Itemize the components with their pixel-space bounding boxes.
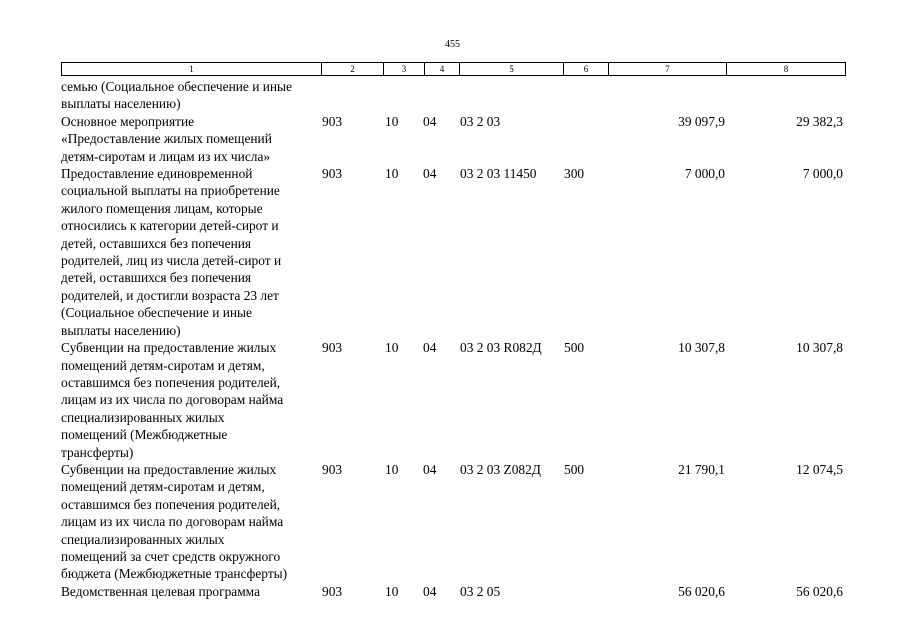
header-col-6: 6 <box>564 63 609 75</box>
cell-c5: 03 2 05 <box>460 583 501 599</box>
cell-c2: 903 <box>322 340 343 356</box>
cell-c2: 903 <box>322 166 343 182</box>
header-col-3: 3 <box>384 63 425 75</box>
header-col-1: 1 <box>62 63 322 75</box>
description-line: Ведомственная целевая программа <box>61 583 261 599</box>
table-row <box>0 461 905 583</box>
description-line: детям-сиротам и лицам из их числа» <box>61 148 271 164</box>
cell-c7: 39 097,9 <box>678 113 725 129</box>
description-line: Субвенции на предоставление жилых <box>61 461 277 477</box>
cell-c5: 03 2 03 Z082Д <box>460 461 541 477</box>
description-line: специализированных жилых <box>61 531 225 547</box>
row-description <box>61 165 323 339</box>
row-description <box>61 583 323 600</box>
header-col-4: 4 <box>425 63 460 75</box>
row-description <box>61 461 323 583</box>
cell-c4: 04 <box>423 461 437 477</box>
table-row <box>0 78 905 113</box>
cell-c7: 10 307,8 <box>678 340 725 356</box>
table-row <box>0 165 905 339</box>
cell-c4: 04 <box>423 166 437 182</box>
header-col-7: 7 <box>609 63 727 75</box>
cell-c6: 500 <box>564 461 585 477</box>
header-col-2: 2 <box>322 63 384 75</box>
description-line: лицам из их числа по договорам найма <box>61 514 284 530</box>
cell-c8: 10 307,8 <box>796 340 843 356</box>
cell-c8: 56 020,6 <box>796 583 843 599</box>
cell-c2: 903 <box>322 113 343 129</box>
table-row <box>0 583 905 600</box>
description-line: (Социальное обеспечение и иные <box>61 305 252 321</box>
row-description <box>61 339 323 461</box>
table-header <box>61 62 846 76</box>
description-line: лицам из их числа по договорам найма <box>61 392 284 408</box>
cell-c3: 10 <box>385 340 399 356</box>
table-row <box>0 339 905 461</box>
cell-c8: 12 074,5 <box>796 461 843 477</box>
description-line: трансферты) <box>61 444 134 460</box>
description-line: Основное мероприятие <box>61 113 195 129</box>
cell-c4: 04 <box>423 340 437 356</box>
row-description <box>61 113 323 165</box>
cell-c2: 903 <box>322 461 343 477</box>
cell-c7: 21 790,1 <box>678 461 725 477</box>
page-number: 455 <box>445 39 460 50</box>
description-line: семью (Социальное обеспечение и иные <box>61 79 292 94</box>
table-row <box>0 113 905 165</box>
cell-c3: 10 <box>385 166 399 182</box>
description-line: оставшимся без попечения родителей, <box>61 496 281 512</box>
description-line: выплаты населению) <box>61 322 181 338</box>
cell-c7: 56 020,6 <box>678 583 725 599</box>
description-line: детей, оставшихся без попечения <box>61 235 252 251</box>
cell-c4: 04 <box>423 113 437 129</box>
description-line: помещений (Межбюджетные <box>61 427 228 443</box>
header-col-8: 8 <box>783 64 789 74</box>
cell-c6: 500 <box>564 340 585 356</box>
description-line: социальной выплаты на приобретение <box>61 183 280 199</box>
cell-c6: 300 <box>564 166 585 182</box>
table-body <box>0 78 905 600</box>
cell-c5: 03 2 03 R082Д <box>460 340 542 356</box>
cell-c3: 10 <box>385 583 399 599</box>
description-line: родителей, лиц из числа детей-сирот и <box>61 253 282 269</box>
description-line: относились к категории детей-сирот и <box>61 218 279 234</box>
description-line: детей, оставшихся без попечения <box>61 270 252 286</box>
description-line: специализированных жилых <box>61 409 225 425</box>
description-line: бюджета (Межбюджетные трансферты) <box>61 566 288 582</box>
description-line: «Предоставление жилых помещений <box>61 131 272 147</box>
cell-c4: 04 <box>423 583 437 599</box>
description-line: помещений детям-сиротам и детям, <box>61 357 265 373</box>
cell-c2: 903 <box>322 583 343 599</box>
description-line: оставшимся без попечения родителей, <box>61 374 281 390</box>
description-line: помещений детям-сиротам и детям, <box>61 479 265 495</box>
description-line: выплаты населению) <box>61 96 181 112</box>
description-line: помещений за счет средств окружного <box>61 548 281 564</box>
cell-c8: 29 382,3 <box>796 113 843 129</box>
cell-c8: 7 000,0 <box>802 166 843 182</box>
row-description <box>61 78 323 113</box>
description-line: Предоставление единовременной <box>61 166 253 182</box>
cell-c5: 03 2 03 <box>460 113 501 129</box>
header-col-5: 5 <box>460 63 564 75</box>
description-line: жилого помещения лицам, которые <box>61 200 263 216</box>
cell-c5: 03 2 03 11450 <box>460 166 537 182</box>
description-line: Субвенции на предоставление жилых <box>61 340 277 356</box>
description-line: родителей, и достигли возраста 23 лет <box>61 287 279 303</box>
cell-c3: 10 <box>385 113 399 129</box>
cell-c3: 10 <box>385 461 399 477</box>
cell-c7: 7 000,0 <box>684 166 725 182</box>
